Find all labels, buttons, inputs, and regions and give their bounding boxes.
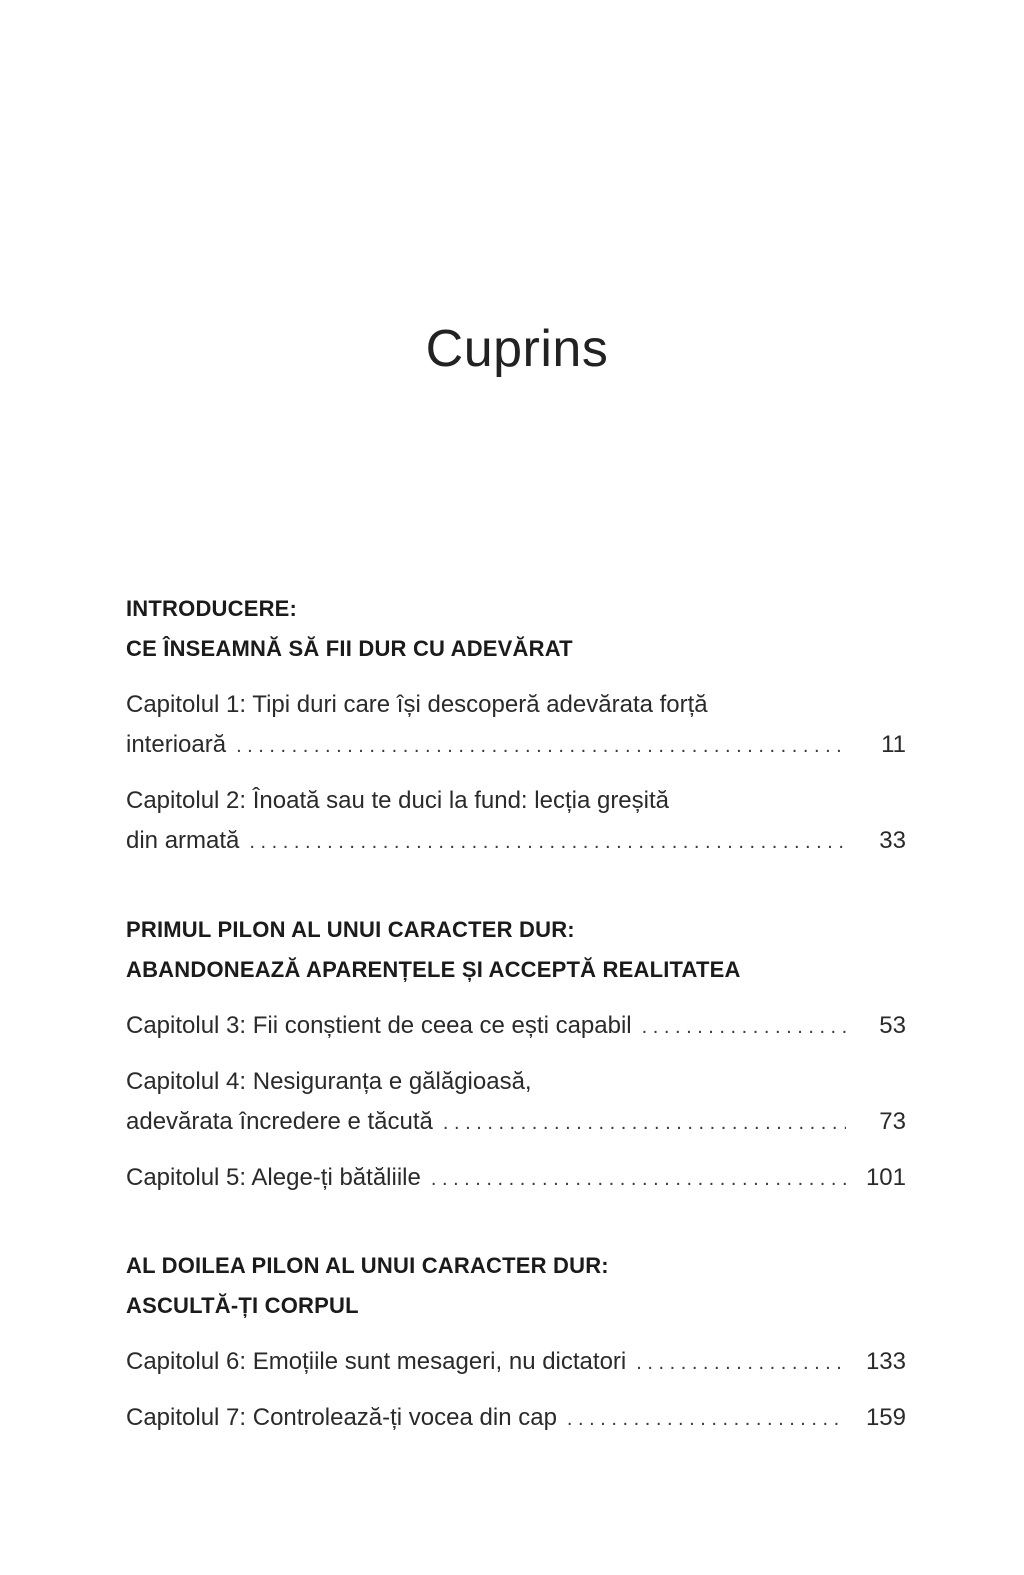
entry-text: Capitolul 7: Controlează-ți vocea din cap <box>126 1404 557 1431</box>
toc-entry[interactable] <box>126 1006 906 1047</box>
toc-entry[interactable] <box>126 1398 906 1439</box>
toc-entry[interactable] <box>126 1342 906 1383</box>
toc-entry[interactable] <box>126 685 906 766</box>
dot-leader <box>249 822 846 862</box>
toc-entry[interactable] <box>126 781 906 862</box>
section-heading: INTRODUCERE: <box>126 596 298 621</box>
section-heading: ASCULTĂ-ȚI CORPUL <box>126 1293 359 1318</box>
toc-section <box>126 589 906 669</box>
page-number: 101 <box>865 1164 906 1191</box>
page-title: Cuprins <box>425 320 609 378</box>
toc-section <box>126 910 906 990</box>
dot-leader <box>443 1103 846 1143</box>
toc-section <box>126 1246 906 1326</box>
section-heading: AL DOILEA PILON AL UNUI CARACTER DUR: <box>126 1253 609 1278</box>
dot-leader <box>431 1159 846 1199</box>
dot-leader <box>642 1007 846 1047</box>
entry-text: Capitolul 3: Fii conștient de ceea ce ești capabil <box>126 1012 632 1039</box>
entry-text: adevărata încredere e tăcută <box>126 1108 433 1135</box>
entry-text: din armată <box>126 827 240 854</box>
toc-entry[interactable] <box>126 1158 906 1199</box>
entry-text: Capitolul 1: Tipi duri care își descoperă adevărata forță <box>126 691 708 718</box>
page-number: 11 <box>881 731 906 758</box>
page-number: 53 <box>879 1012 906 1039</box>
section-heading: CE ÎNSEAMNĂ SĂ FII DUR CU ADEVĂRAT <box>126 636 573 661</box>
page-number: 133 <box>865 1348 906 1375</box>
dot-leader <box>567 1399 846 1439</box>
entry-text: Capitolul 4: Nesiguranța e gălăgioasă, <box>126 1068 532 1095</box>
dot-leader <box>636 1343 846 1383</box>
page-number: 159 <box>865 1404 906 1431</box>
entry-text: interioară <box>126 731 227 758</box>
dot-leader <box>236 726 846 766</box>
toc-entry[interactable] <box>126 1062 906 1143</box>
page-number: 33 <box>879 827 906 854</box>
entry-text: Capitolul 6: Emoțiile sunt mesageri, nu dictatori <box>126 1348 627 1375</box>
section-heading: ABANDONEAZĂ APARENȚELE ȘI ACCEPTĂ REALITATEA <box>126 957 741 982</box>
section-heading: PRIMUL PILON AL UNUI CARACTER DUR: <box>126 917 575 942</box>
entry-text: Capitolul 2: Înoată sau te duci la fund: lecția greșită <box>126 787 669 814</box>
entry-text: Capitolul 5: Alege-ți bătăliile <box>126 1164 421 1191</box>
page-number: 73 <box>879 1108 906 1135</box>
